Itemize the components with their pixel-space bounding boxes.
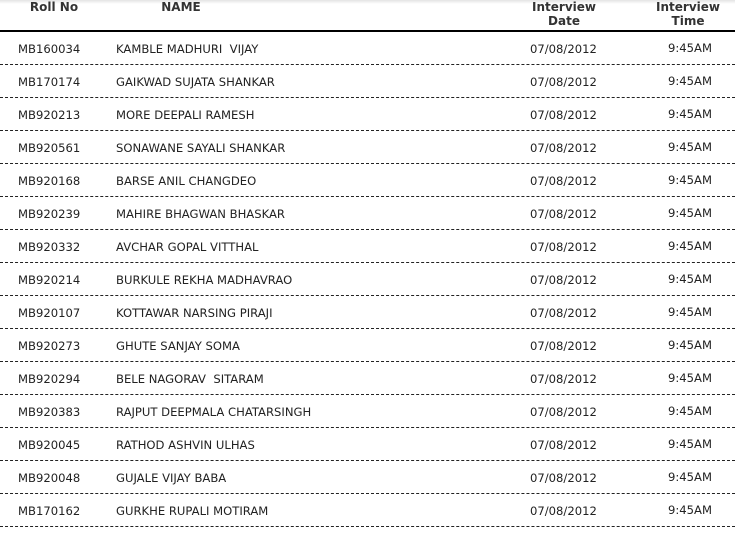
interview-date-cell: 07/08/2012 [530, 438, 597, 452]
interview-time-cell: 9:45AM [668, 503, 712, 517]
roll-no-cell: MB920294 [18, 372, 81, 386]
table-row [0, 164, 735, 197]
roll-no-cell: MB920213 [18, 108, 81, 122]
roll-no-cell: MB920214 [18, 273, 81, 287]
roll-no-cell: MB920383 [18, 405, 81, 419]
table-row [0, 329, 735, 362]
interview-date-cell: 07/08/2012 [530, 273, 597, 287]
interview-date-cell: 07/08/2012 [530, 306, 597, 320]
table-row [0, 263, 735, 296]
roll-no-cell: MB170174 [18, 75, 81, 89]
table-row [0, 230, 735, 263]
header-interview-time [643, 0, 733, 28]
interview-date-cell: 07/08/2012 [530, 471, 597, 485]
interview-time-cell: 9:45AM [668, 404, 712, 418]
roll-no-cell: MB920048 [18, 471, 81, 485]
header-name: NAME [161, 0, 201, 14]
interview-date-cell: 07/08/2012 [530, 405, 597, 419]
roll-no-cell: MB920332 [18, 240, 81, 254]
name-cell: KOTTAWAR NARSING PIRAJI [116, 306, 273, 320]
table-row [0, 428, 735, 461]
header-interview-date [519, 0, 609, 28]
interview-time-cell: 9:45AM [668, 338, 712, 352]
header-time-line1: Interview [656, 0, 720, 14]
table-row [0, 296, 735, 329]
name-cell: BELE NAGORAV SITARAM [116, 372, 264, 386]
name-cell: MORE DEEPALI RAMESH [116, 108, 255, 122]
interview-time-cell: 9:45AM [668, 272, 712, 286]
interview-date-cell: 07/08/2012 [530, 174, 597, 188]
interview-time-cell: 9:45AM [668, 74, 712, 88]
roll-no-cell: MB920273 [18, 339, 81, 353]
roll-no-cell: MB920239 [18, 207, 81, 221]
interview-date-cell: 07/08/2012 [530, 141, 597, 155]
table-row [0, 362, 735, 395]
interview-date-cell: 07/08/2012 [530, 339, 597, 353]
interview-time-cell: 9:45AM [668, 239, 712, 253]
name-cell: GAIKWAD SUJATA SHANKAR [116, 75, 275, 89]
interview-time-cell: 9:45AM [668, 206, 712, 220]
name-cell: AVCHAR GOPAL VITTHAL [116, 240, 259, 254]
interview-time-cell: 9:45AM [668, 437, 712, 451]
table-row [0, 395, 735, 428]
name-cell: RAJPUT DEEPMALA CHATARSINGH [116, 405, 312, 419]
table-row [0, 98, 735, 131]
interview-date-cell: 07/08/2012 [530, 108, 597, 122]
name-cell: KAMBLE MADHURI VIJAY [116, 42, 259, 56]
table-row [0, 131, 735, 164]
table-row [0, 461, 735, 494]
name-cell: MAHIRE BHAGWAN BHASKAR [116, 207, 285, 221]
roll-no-cell: MB920045 [18, 438, 81, 452]
name-cell: GHUTE SANJAY SOMA [116, 339, 240, 353]
interview-time-cell: 9:45AM [668, 41, 712, 55]
name-cell: BURKULE REKHA MADHAVRAO [116, 273, 293, 287]
interview-date-cell: 07/08/2012 [530, 207, 597, 221]
table-row [0, 65, 735, 98]
interview-date-cell: 07/08/2012 [530, 372, 597, 386]
roll-no-cell: MB170162 [18, 504, 81, 518]
interview-time-cell: 9:45AM [668, 305, 712, 319]
table-row [0, 494, 735, 527]
name-cell: SONAWANE SAYALI SHANKAR [116, 141, 286, 155]
roll-no-cell: MB160034 [18, 42, 81, 56]
roll-no-cell: MB920168 [18, 174, 81, 188]
table-row [0, 32, 735, 65]
table-header [0, 0, 735, 32]
interview-time-cell: 9:45AM [668, 371, 712, 385]
interview-date-cell: 07/08/2012 [530, 240, 597, 254]
interview-date-cell: 07/08/2012 [530, 75, 597, 89]
interview-date-cell: 07/08/2012 [530, 42, 597, 56]
roll-no-cell: MB920561 [18, 141, 81, 155]
header-date-line1: Interview [532, 0, 596, 14]
roll-no-cell: MB920107 [18, 306, 81, 320]
interview-time-cell: 9:45AM [668, 140, 712, 154]
interview-time-cell: 9:45AM [668, 107, 712, 121]
name-cell: RATHOD ASHVIN ULHAS [116, 438, 255, 452]
header-date-line2: Date [548, 14, 580, 28]
name-cell: BARSE ANIL CHANGDEO [116, 174, 257, 188]
header-roll-no: Roll No [29, 0, 79, 14]
interview-date-cell: 07/08/2012 [530, 504, 597, 518]
name-cell: GURKHE RUPALI MOTIRAM [116, 504, 269, 518]
name-cell: GUJALE VIJAY BABA [116, 471, 227, 485]
interview-time-cell: 9:45AM [668, 470, 712, 484]
header-time-line2: Time [671, 14, 705, 28]
interview-time-cell: 9:45AM [668, 173, 712, 187]
table-row [0, 197, 735, 230]
